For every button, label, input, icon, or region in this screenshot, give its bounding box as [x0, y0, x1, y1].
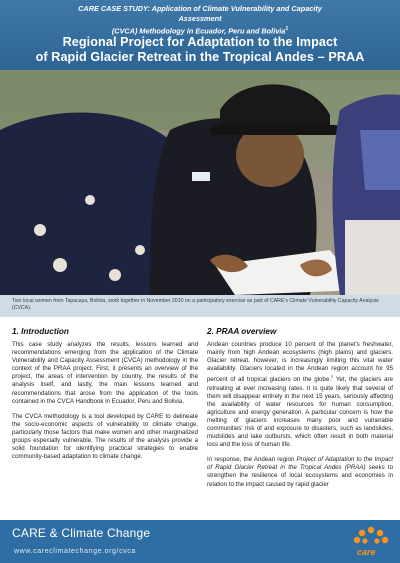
- overview-paragraph-1: [207, 341, 393, 449]
- title-line-2: of Rapid Glacier Retreat in the Tropical Andes – PRAA: [35, 50, 365, 64]
- case-study-kicker: [0, 4, 400, 36]
- overview-heading: 2. PRAA overview: [207, 327, 277, 336]
- footer-banner: [0, 520, 400, 563]
- footnote-mark-2: 2: [330, 374, 334, 380]
- overview-p1-part-b: Yet, the glaciers are retreating at ever increasing rates. It is quite likely that several of them will disappear entirely in the next 15 years, seriously affecting the availability of water resources for human consumption, agriculture and energy generation. A particular concern is how the melting of glaciers increases many poor and vulnerable communities' risk of and exposure to disasters, such as landslides, mudslides and lake outbursts, which often result in both material loss and the loss of human life.: [207, 376, 393, 449]
- care-logo-text: care: [357, 547, 376, 557]
- page-title: [0, 35, 400, 65]
- photo-caption-band: [0, 295, 400, 317]
- overview-column: [207, 327, 393, 496]
- introduction-column: [12, 327, 198, 468]
- footer-brand: CARE & Climate Change: [12, 526, 151, 540]
- introduction-paragraph-2: The CVCA methodology is a tool developed by CARE to delineate the socio-economic aspects of vulnerability to climate change, particularly those factors that make women and other marginalized groups especially vulnerable. The results of the analysis provide a solid foundation for identifying practical strategies to enable community-based adaptation to climate change.: [12, 412, 198, 461]
- introduction-heading: 1. Introduction: [12, 327, 69, 336]
- hero-photo: [0, 70, 400, 295]
- project-name-italic: Project of Adaptation to the Impact of Rapid Glacier Retreat in the Tropical Andes (PRAA): [207, 456, 394, 472]
- overview-p2-part-a: In response, the Andean region: [207, 456, 297, 464]
- footer-url-link[interactable]: www.careclimatechange.org/cvca: [14, 548, 136, 555]
- photo-illustration: [0, 70, 400, 295]
- title-line-1: Regional Project for Adaptation to the Impact: [62, 35, 338, 49]
- overview-paragraph-2: [207, 456, 393, 488]
- header-banner: [0, 0, 400, 70]
- photo-caption: Two local women from Tapacaya, Bolivia, work together in November 2010 on a participatory exercise as part of CARE's Climate Vulnerability Capacity Analysis (CVCA).: [12, 298, 379, 312]
- kicker-line-1: CARE CASE STUDY: Application of Climate Vulnerability and Capacity Assessment: [78, 4, 322, 23]
- kicker-line-2: (CVCA) Methodology in Ecuador, Peru and Bolivia: [111, 26, 286, 36]
- overview-p2-part-b: seeks to strengthen the resilience of local ecosystems and economies in relation to the impact caused by rapid glacier: [207, 464, 393, 488]
- overview-p1-part-a: Andean countries produce 10 percent of the planet's freshwater, mainly from high Andean ecosystems (high plains) and glaciers. Glacier retreat, however, is increasingly limiting this vital water availability. Glaciers located in the Andean region account for 95 percent of all tropical glaciers on the globe.: [207, 341, 393, 384]
- kicker-footnote-mark: 1: [285, 26, 289, 32]
- introduction-paragraph-1: This case study analyzes the results, lessons learned and recommendations emerging from the application of the Climate Vulnerability and Capacity Assessment (CVCA) methodology in the context of the PRAA project. First, it presents an overview of the project, the areas of intervention by country, the results of the analysis itself, and lastly, the main lessons learned and recommendations that arose from the application of the tools contained in the CVCA Handbook in Ecuador, Peru and Bolivia.: [12, 341, 198, 405]
